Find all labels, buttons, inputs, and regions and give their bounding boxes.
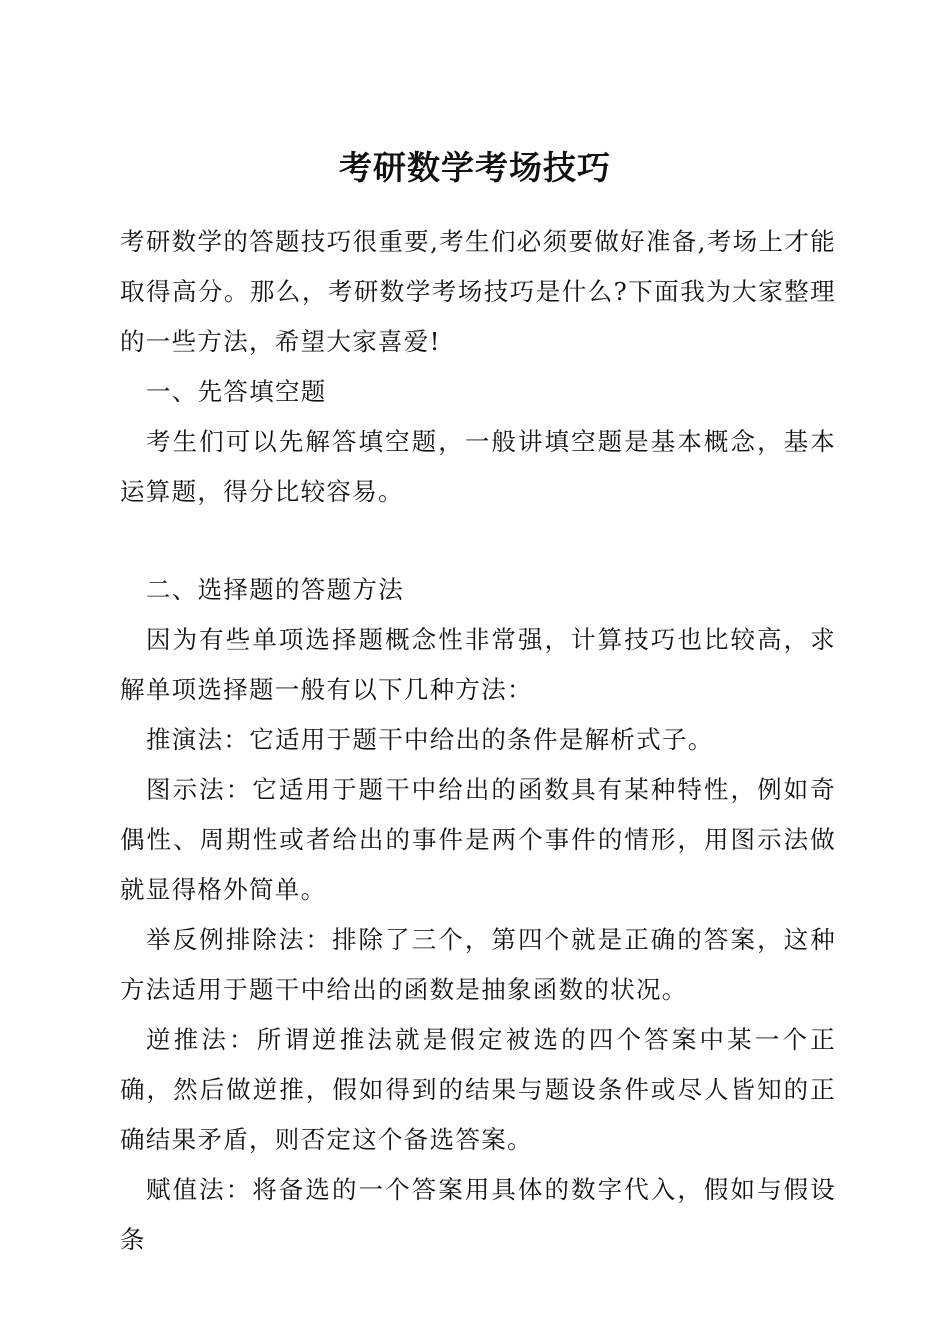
section-heading-fill-in: 一、先答填空题 xyxy=(146,377,327,406)
graphic-method-paragraph: 图示法：它适用于题干中给出的函数具有某种特性，例如奇偶性、周期性或者给出的事件是两个事件的情形，用图示法做就显得格外简单。 xyxy=(120,775,836,904)
multiple-choice-intro-paragraph: 因为有些单项选择题概念性非常强，计算技巧也比较高，求解单项选择题一般有以下几种方法： xyxy=(120,625,836,704)
assignment-method-paragraph: 赋值法：将备选的一个答案用具体的数字代入，假如与假设条 xyxy=(120,1175,836,1254)
paragraph-spacer xyxy=(120,517,836,565)
deduction-method-paragraph: 推演法：它适用于题干中给出的条件是解析式子。 xyxy=(146,725,714,754)
document-title: 考研数学考场技巧 xyxy=(339,148,611,187)
fill-in-paragraph: 考生们可以先解答填空题，一般讲填空题是基本概念，基本运算题，得分比较容易。 xyxy=(120,427,836,506)
counterexample-method-paragraph: 举反例排除法：排除了三个，第四个就是正确的答案，这种方法适用于题干中给出的函数是抽象函数的状况。 xyxy=(120,925,836,1004)
document-body xyxy=(120,217,836,1265)
reverse-method-paragraph: 逆推法：所谓逆推法就是假定被选的四个答案中某一个正确，然后做逆推，假如得到的结果与题设条件或尽人皆知的正确结果矛盾，则否定这个备选答案。 xyxy=(120,1025,836,1154)
section-heading-multiple-choice: 二、选择题的答题方法 xyxy=(146,575,404,604)
intro-paragraph: 考研数学的答题技巧很重要,考生们必须要做好准备,考场上才能取得高分。那么，考研数学考场技巧是什么?下面我为大家整理的一些方法，希望大家喜爱! xyxy=(120,227,836,356)
